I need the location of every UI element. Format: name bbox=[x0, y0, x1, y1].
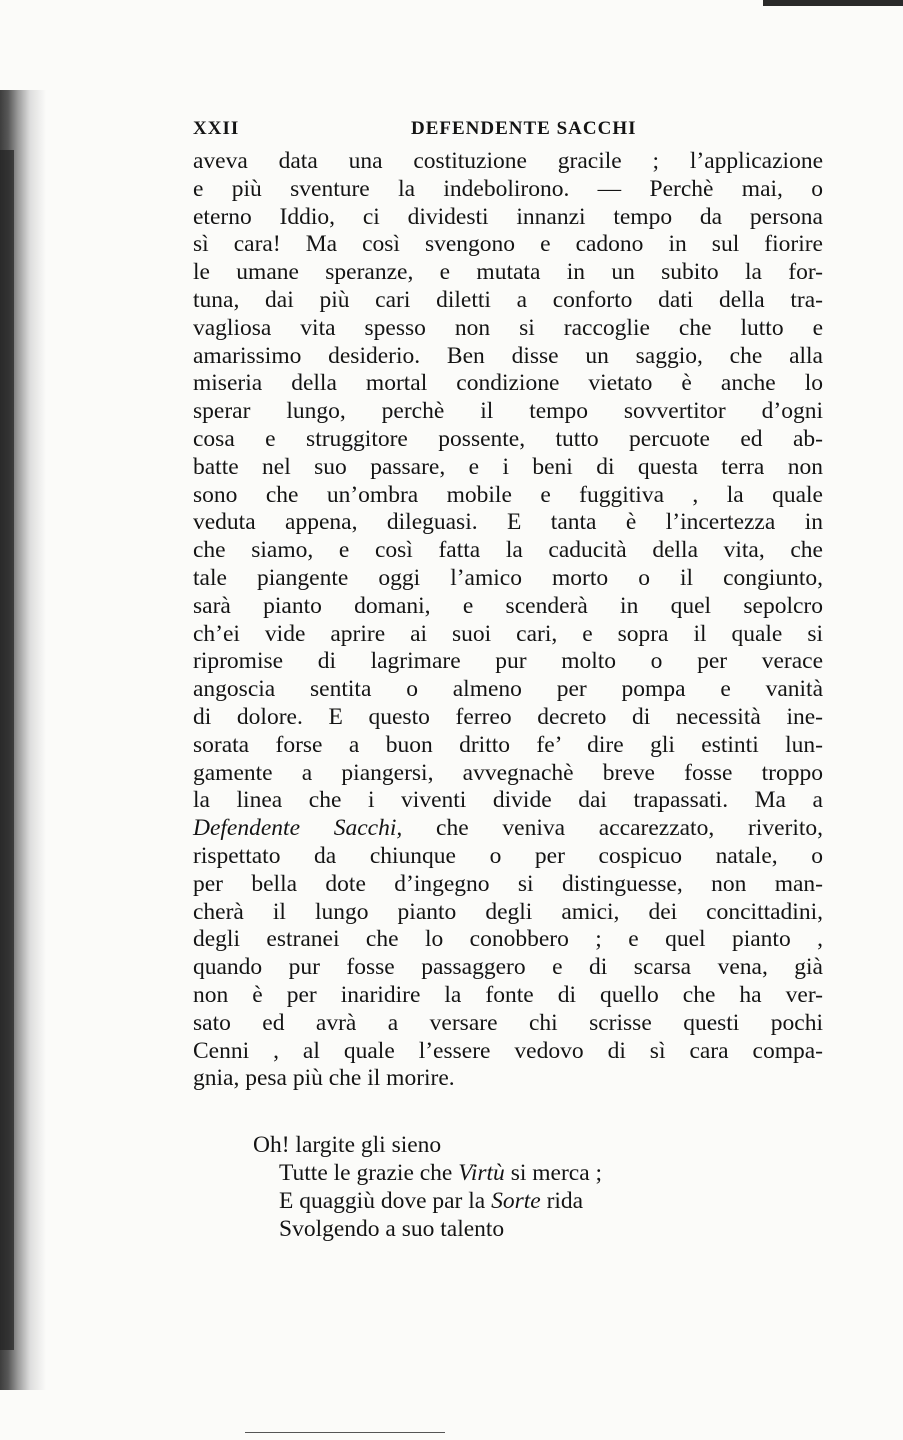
binding-edge bbox=[0, 150, 14, 1350]
text-line: che siamo, e così fatta la caducità della vita, che bbox=[193, 537, 823, 564]
text-line: le umane speranze, e mutata in un subito la for- bbox=[193, 259, 823, 286]
text-line: rispettato da chiunque o per cospicuo natale, o bbox=[193, 842, 823, 869]
text-line: degli estranei che lo conobbero ; e quel pianto , bbox=[193, 926, 823, 953]
text-line: di dolore. E questo ferreo decreto di necessità ine- bbox=[193, 703, 823, 730]
text-line: miseria della mortal condizione vietato è anche lo bbox=[193, 370, 823, 397]
text-line: sono che un’ombra mobile e fuggitiva , la quale bbox=[193, 481, 823, 508]
text-line: gamente a piangersi, avvegnachè breve fosse troppo bbox=[193, 759, 823, 786]
text-line: quando pur fosse passaggero e di scarsa vena, già bbox=[193, 954, 823, 981]
text-line: cosa e struggitore possente, tutto percuote ed ab- bbox=[193, 425, 823, 452]
verse-line-1: Oh! largite gli sieno bbox=[253, 1132, 442, 1159]
text-line: veduta appena, dileguasi. E tanta è l’incertezza in bbox=[193, 509, 823, 536]
text-line: Cenni , al quale l’essere vedovo di sì cara compa- bbox=[193, 1037, 823, 1064]
text-line: per bella dote d’ingegno si distinguesse, non man- bbox=[193, 870, 823, 897]
running-title: DEFENDENTE SACCHI bbox=[411, 118, 637, 139]
text-line-with-name bbox=[193, 815, 823, 843]
text-line: cherà il lungo pianto degli amici, dei concittadini, bbox=[193, 898, 823, 925]
text-line: sarà pianto domani, e scenderà in quel sepolcro bbox=[193, 592, 823, 619]
prose-paragraph bbox=[193, 148, 823, 1093]
text-line: sì cara! Ma così svengono e cadono in sul fiorire bbox=[193, 231, 823, 258]
text-line-last: gnia, pesa più che il morire. bbox=[193, 1065, 455, 1092]
text-line: e più sventure la indebolirono. — Perchè mai, o bbox=[193, 175, 823, 202]
running-head bbox=[193, 118, 823, 146]
text-line: eterno Iddio, ci dividesti innanzi tempo da persona bbox=[193, 203, 823, 230]
italic-name: Defendente Sacchi, bbox=[193, 815, 403, 842]
text-line: tuna, dai più cari diletti a conforto dati della tra- bbox=[193, 286, 823, 313]
text-line: batte nel suo passare, e i beni di questa terra non bbox=[193, 453, 823, 480]
text-line: non è per inaridire la fonte di quello che ha ver- bbox=[193, 981, 823, 1008]
text-run: si merca ; bbox=[504, 1160, 603, 1187]
verse-line-2 bbox=[193, 1159, 823, 1187]
text-line: sato ed avrà a versare chi scrisse questi pochi bbox=[193, 1009, 823, 1036]
verse-quotation bbox=[193, 1131, 823, 1243]
text-line: ripromise di lagrimare pur molto o per verace bbox=[193, 648, 823, 675]
page-bottom-edge bbox=[245, 1432, 445, 1433]
italic-word: Sorte bbox=[491, 1188, 541, 1215]
text-line: ch’ei vide aprire ai suoi cari, e sopra il quale si bbox=[193, 620, 823, 647]
text-run: Tutte le grazie che bbox=[279, 1160, 459, 1187]
text-run: che veniva accarezzato, riverito, bbox=[402, 815, 824, 842]
text-run: rida bbox=[540, 1188, 584, 1215]
book-page bbox=[193, 118, 823, 1243]
text-line: aveva data una costituzione gracile ; l’applicazione bbox=[193, 148, 823, 174]
verse-line-3 bbox=[193, 1187, 823, 1215]
page-number: XXII bbox=[193, 118, 240, 139]
text-line: sorata forse a buon dritto fe’ dire gli estinti lun- bbox=[193, 731, 823, 758]
scan-corner-mark bbox=[763, 0, 903, 6]
text-run: E quaggiù dove par la bbox=[279, 1188, 492, 1215]
italic-word: Virtù bbox=[458, 1160, 505, 1187]
text-line: tale piangente oggi l’amico morto o il congiunto, bbox=[193, 564, 823, 591]
text-line: vagliosa vita spesso non si raccoglie che lutto e bbox=[193, 314, 823, 341]
text-line: amarissimo desiderio. Ben disse un saggio, che alla bbox=[193, 342, 823, 369]
text-line: la linea che i viventi divide dai trapassati. Ma a bbox=[193, 787, 823, 814]
text-line: sperar lungo, perchè il tempo sovvertitor d’ogni bbox=[193, 398, 823, 425]
text-line: angoscia sentita o almeno per pompa e vanità bbox=[193, 676, 823, 703]
verse-line-4: Svolgendo a suo talento bbox=[279, 1216, 505, 1243]
